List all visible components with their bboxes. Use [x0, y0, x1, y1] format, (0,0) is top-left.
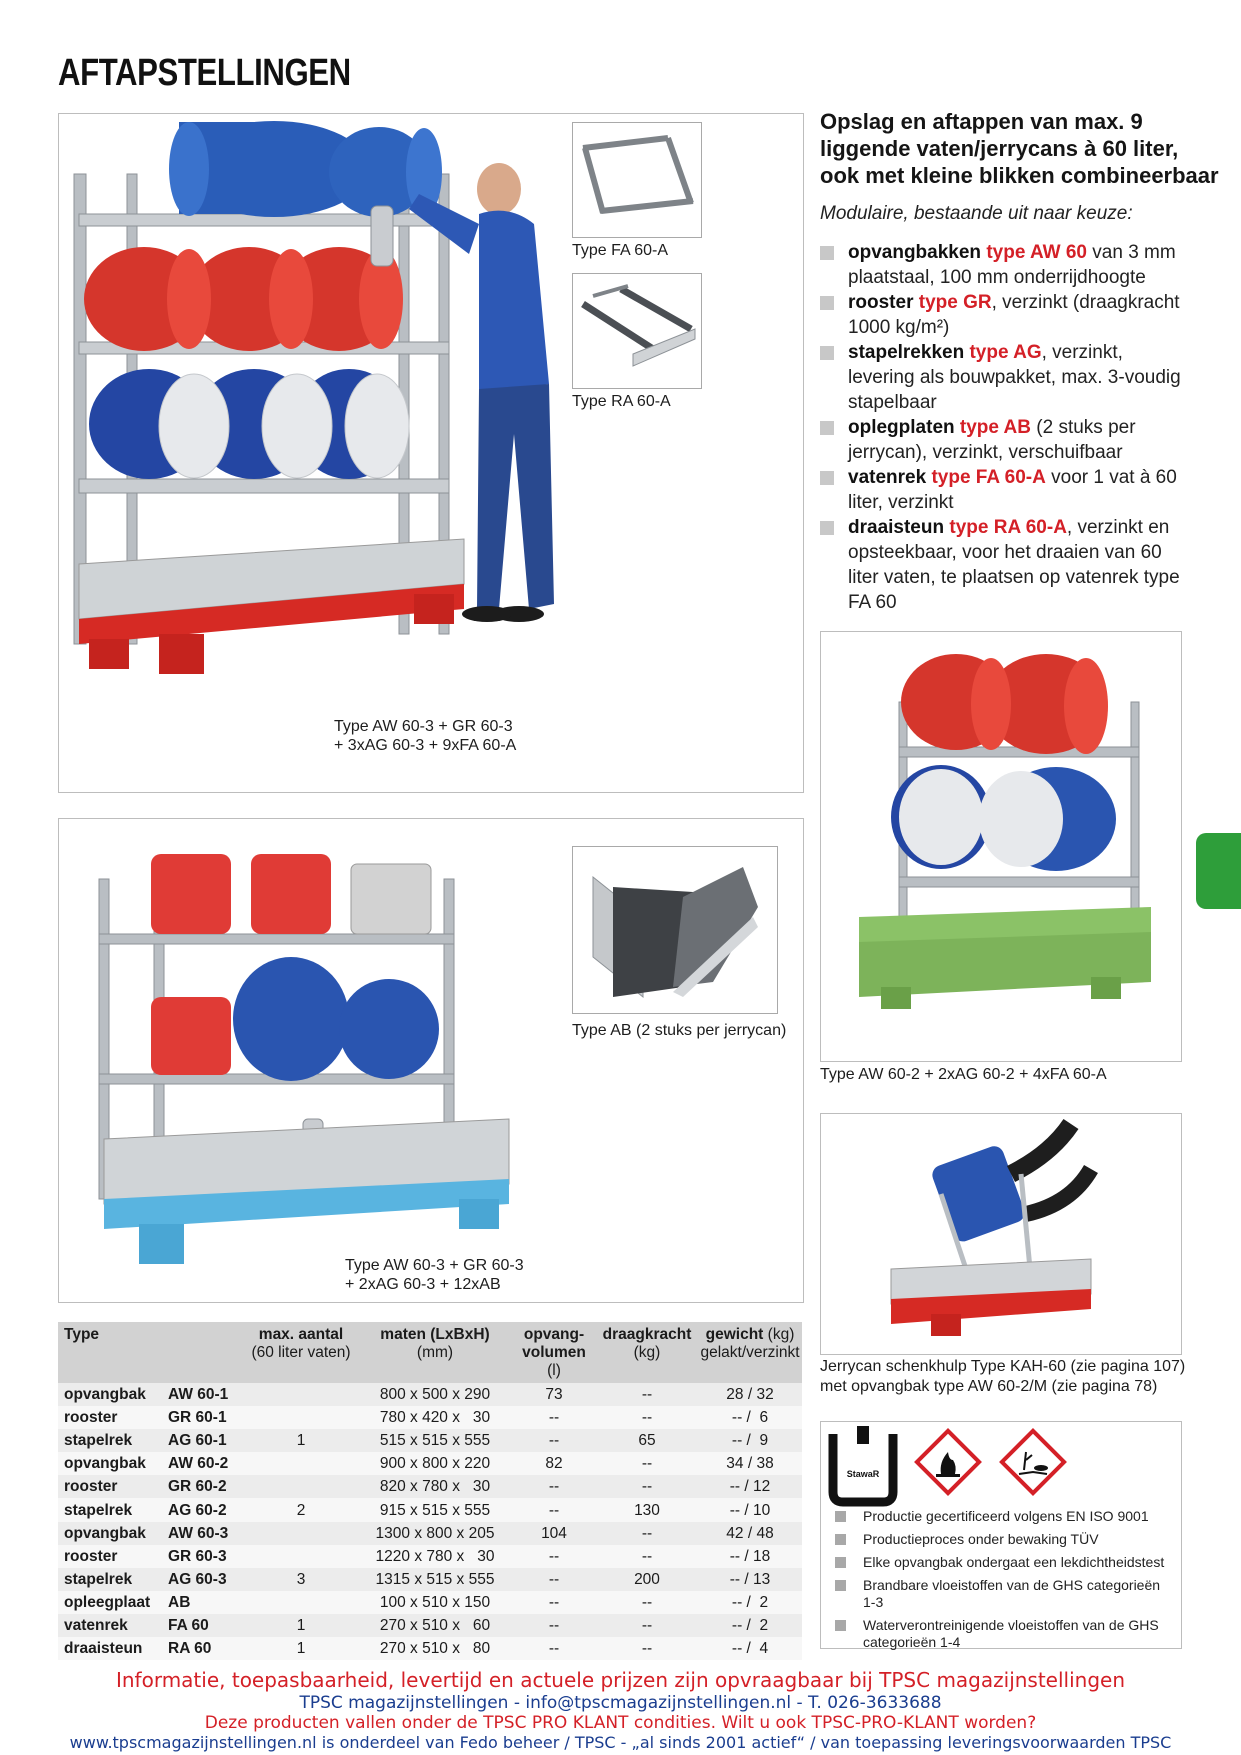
- option-text: , verzinkt en opsteekbaar, voor het draaien van 60 liter vaten, te plaatsen op vatenrek type FA 60: [848, 517, 1180, 613]
- bullet-square-icon: [820, 521, 834, 535]
- option-item: [820, 240, 1190, 290]
- specification-table: [58, 1322, 802, 1660]
- cell-max-count: [244, 1475, 358, 1498]
- table-header-row: [58, 1322, 802, 1383]
- cell-load-capacity: --: [596, 1522, 698, 1545]
- option-text: van 3 mm plaatstaal, 100 mm onderrijdhoogte: [848, 242, 1176, 288]
- green-photo-caption: Type AW 60-2 + 2xAG 60-2 + 4xFA 60-A: [820, 1066, 1107, 1083]
- cell-max-count: 3: [244, 1568, 358, 1591]
- table-row: [58, 1475, 802, 1498]
- cell-max-count: 1: [244, 1614, 358, 1637]
- page-title: AFTAPSTELLINGEN: [58, 52, 351, 94]
- bullet-square-icon: [820, 471, 834, 485]
- cell-product-name: draaisteun: [58, 1637, 166, 1660]
- blue-sump-photo: [58, 818, 804, 1303]
- option-name: stapelrekken: [848, 342, 965, 363]
- table-row: [58, 1429, 802, 1452]
- cell-product-name: stapelrek: [58, 1568, 166, 1591]
- kah-caption-line2: met opvangbak type AW 60-2/M (zie pagina 78): [820, 1378, 1158, 1395]
- cell-dimensions: 100 x 510 x 150: [358, 1591, 512, 1614]
- cell-max-count: [244, 1522, 358, 1545]
- intro-heading-line: liggende vaten/jerrycans à 60 liter,: [820, 136, 1179, 161]
- cell-dimensions: 915 x 515 x 555: [358, 1498, 512, 1521]
- cert-text: Brandbare vloeistoffen van de GHS categorieën 1-3: [863, 1577, 1161, 1610]
- cell-volume: --: [512, 1568, 596, 1591]
- cell-product-code: RA 60: [166, 1637, 244, 1660]
- cell-product-name: vatenrek: [58, 1614, 166, 1637]
- cell-load-capacity: --: [596, 1545, 698, 1568]
- cell-dimensions: 800 x 500 x 290: [358, 1383, 512, 1406]
- cell-product-name: opvangbak: [58, 1522, 166, 1545]
- cell-weight: 28 / 32: [698, 1383, 802, 1406]
- cell-max-count: [244, 1406, 358, 1429]
- cell-weight: -- / 4: [698, 1637, 802, 1660]
- green-sump-illustration: [821, 632, 1181, 1061]
- footer-pro-klant-line: Deze producten vallen onder de TPSC PRO KLANT condities. Wilt u ook TPSC-PRO-KLANT worden?: [204, 1713, 1037, 1733]
- fa-60-a-thumbnail: [572, 122, 702, 238]
- cell-dimensions: 1315 x 515 x 555: [358, 1568, 512, 1591]
- cell-volume: 82: [512, 1452, 596, 1475]
- blue-photo-caption-line1: Type AW 60-3 + GR 60-3: [345, 1257, 524, 1274]
- cell-max-count: [244, 1383, 358, 1406]
- cert-text: Waterverontreinigende vloeistoffen van de GHS categorieën 1-4: [863, 1617, 1159, 1650]
- cell-volume: --: [512, 1614, 596, 1637]
- col-volume-header: opvang- volumen (l): [512, 1322, 596, 1383]
- bullet-square-icon: [835, 1534, 846, 1545]
- option-item: [820, 340, 1190, 415]
- cell-product-name: stapelrek: [58, 1429, 166, 1452]
- flammable-hazard-icon: [917, 1431, 979, 1493]
- option-name: opvangbakken: [848, 242, 982, 263]
- kah-60-illustration: [821, 1114, 1181, 1354]
- cell-product-code: AG 60-3: [166, 1568, 244, 1591]
- cell-weight: -- / 9: [698, 1429, 802, 1452]
- cell-weight: -- / 6: [698, 1406, 802, 1429]
- cell-weight: -- / 12: [698, 1475, 802, 1498]
- cell-product-code: AG 60-1: [166, 1429, 244, 1452]
- bullet-square-icon: [820, 246, 834, 260]
- bullet-square-icon: [820, 421, 834, 435]
- cell-product-name: opvangbak: [58, 1452, 166, 1475]
- cell-product-name: rooster: [58, 1406, 166, 1429]
- cell-load-capacity: 130: [596, 1498, 698, 1521]
- cell-product-name: rooster: [58, 1475, 166, 1498]
- col-dims-header: maten (LxBxH) (mm): [358, 1322, 512, 1383]
- bullet-square-icon: [820, 296, 834, 310]
- cell-product-code: AW 60-1: [166, 1383, 244, 1406]
- main-product-photo: [58, 113, 804, 793]
- turning-support-illustration: [573, 274, 701, 388]
- option-name: vatenrek: [848, 467, 927, 488]
- cell-product-name: rooster: [58, 1545, 166, 1568]
- section-tab: [1196, 833, 1241, 909]
- table-row: [58, 1498, 802, 1521]
- ab-caption: Type AB (2 stuks per jerrycan): [572, 1022, 787, 1039]
- cell-product-name: stapelrek: [58, 1498, 166, 1521]
- cell-load-capacity: --: [596, 1637, 698, 1660]
- cell-product-code: GR 60-3: [166, 1545, 244, 1568]
- option-name: rooster: [848, 292, 914, 313]
- footer-company-line[interactable]: www.tpscmagazijnstellingen.nl is onderdeel van Fedo beheer / TPSC - „al sinds 2001 actief“ / van toepassing leveringsvoorwaarden TPSC: [69, 1733, 1172, 1752]
- cell-max-count: 1: [244, 1429, 358, 1452]
- col-type-header: Type: [58, 1322, 244, 1383]
- cell-dimensions: 900 x 800 x 220: [358, 1452, 512, 1475]
- table-row: [58, 1591, 802, 1614]
- cert-item: [833, 1508, 1173, 1525]
- blue-photo-caption-line2: + 2xAG 60-3 + 12xAB: [345, 1276, 501, 1293]
- fa-60-a-caption: Type FA 60-A: [572, 242, 669, 259]
- cert-text: Productie gecertificeerd volgens EN ISO 9001: [863, 1508, 1149, 1524]
- cell-dimensions: 515 x 515 x 555: [358, 1429, 512, 1452]
- cell-dimensions: 1220 x 780 x 30: [358, 1545, 512, 1568]
- cell-product-name: opleegplaat: [58, 1591, 166, 1614]
- cert-item: [833, 1531, 1173, 1548]
- table-row: [58, 1614, 802, 1637]
- option-text: , verzinkt (draagkracht 1000 kg/m²): [848, 292, 1180, 338]
- cell-dimensions: 780 x 420 x 30: [358, 1406, 512, 1429]
- table-row: [58, 1522, 802, 1545]
- option-type: type AW 60: [986, 242, 1087, 263]
- cell-max-count: 1: [244, 1637, 358, 1660]
- cell-max-count: [244, 1545, 358, 1568]
- cell-max-count: [244, 1591, 358, 1614]
- cell-volume: 104: [512, 1522, 596, 1545]
- intro-heading-line: ook met kleine blikken combineerbaar: [820, 163, 1219, 188]
- option-item: [820, 415, 1190, 465]
- cell-load-capacity: --: [596, 1452, 698, 1475]
- support-plates-illustration: [573, 847, 777, 1013]
- cell-load-capacity: --: [596, 1475, 698, 1498]
- cell-dimensions: 820 x 780 x 30: [358, 1475, 512, 1498]
- cell-weight: -- / 2: [698, 1591, 802, 1614]
- cell-weight: 34 / 38: [698, 1452, 802, 1475]
- cert-text: Productieproces onder bewaking TÜV: [863, 1531, 1099, 1547]
- green-sump-photo: [820, 631, 1182, 1062]
- drum-cradle-illustration: [573, 123, 701, 237]
- cell-dimensions: 270 x 510 x 80: [358, 1637, 512, 1660]
- cell-dimensions: 1300 x 800 x 205: [358, 1522, 512, 1545]
- cell-volume: 73: [512, 1383, 596, 1406]
- cell-weight: -- / 2: [698, 1614, 802, 1637]
- option-type: type AG: [969, 342, 1042, 363]
- bullet-square-icon: [835, 1620, 846, 1631]
- cell-load-capacity: --: [596, 1406, 698, 1429]
- cell-load-capacity: --: [596, 1383, 698, 1406]
- table-row: [58, 1452, 802, 1475]
- cert-item: [833, 1577, 1173, 1611]
- cell-product-code: FA 60: [166, 1614, 244, 1637]
- cert-item: [833, 1617, 1173, 1651]
- cell-product-code: AB: [166, 1591, 244, 1614]
- cell-weight: 42 / 48: [698, 1522, 802, 1545]
- cell-volume: --: [512, 1545, 596, 1568]
- cell-product-code: GR 60-1: [166, 1406, 244, 1429]
- cert-item: [833, 1554, 1173, 1571]
- col-count-header: max. aantal (60 liter vaten): [244, 1322, 358, 1383]
- cell-weight: -- / 10: [698, 1498, 802, 1521]
- col-load-header: draagkracht (kg): [596, 1322, 698, 1383]
- stawar-seal-icon: [833, 1426, 893, 1502]
- ab-thumbnail: [572, 846, 778, 1014]
- option-text: voor 1 vat à 60 liter, verzinkt: [848, 467, 1177, 513]
- intro-subheading: Modulaire, bestaande uit naar keuze:: [820, 203, 1133, 224]
- cell-product-code: AW 60-3: [166, 1522, 244, 1545]
- environment-hazard-icon: [1002, 1431, 1064, 1493]
- option-item: [820, 465, 1190, 515]
- cell-max-count: 2: [244, 1498, 358, 1521]
- cell-volume: --: [512, 1475, 596, 1498]
- table-row: [58, 1406, 802, 1429]
- certification-box: [820, 1421, 1182, 1649]
- svg-text:StawaR: StawaR: [846, 1469, 880, 1479]
- certification-icons: [821, 1422, 1181, 1508]
- table-row: [58, 1568, 802, 1591]
- cell-weight: -- / 18: [698, 1545, 802, 1568]
- footer-contact-line[interactable]: TPSC magazijnstellingen - info@tpscmagazijnstellingen.nl - T. 026-3633688: [299, 1693, 942, 1713]
- cell-product-code: AG 60-2: [166, 1498, 244, 1521]
- cell-load-capacity: 200: [596, 1568, 698, 1591]
- cell-product-name: opvangbak: [58, 1383, 166, 1406]
- kah-caption-line1: Jerrycan schenkhulp Type KAH-60 (zie pagina 107): [820, 1358, 1186, 1375]
- cell-product-code: GR 60-2: [166, 1475, 244, 1498]
- option-type: type AB: [959, 417, 1031, 438]
- bullet-square-icon: [835, 1580, 846, 1591]
- main-photo-caption-line2: + 3xAG 60-3 + 9xFA 60-A: [334, 737, 517, 754]
- cell-volume: --: [512, 1429, 596, 1452]
- cell-load-capacity: --: [596, 1591, 698, 1614]
- option-type: type RA 60-A: [949, 517, 1067, 538]
- table-row: [58, 1383, 802, 1406]
- table-row: [58, 1637, 802, 1660]
- cell-volume: --: [512, 1406, 596, 1429]
- option-name: oplegplaten: [848, 417, 955, 438]
- footer-info-line: Informatie, toepasbaarheid, levertijd en actuele prijzen zijn opvraagbaar bij TPSC magazijnstellingen: [115, 1668, 1126, 1692]
- intro-heading: [820, 108, 1220, 189]
- option-text: , verzinkt, levering als bouwpakket, max. 3-voudig stapelbaar: [848, 342, 1181, 413]
- cert-text: Elke opvangbak ondergaat een lekdichtheidstest: [863, 1554, 1165, 1570]
- cell-load-capacity: 65: [596, 1429, 698, 1452]
- bullet-square-icon: [835, 1557, 846, 1568]
- option-type: type FA 60-A: [931, 467, 1046, 488]
- bullet-square-icon: [835, 1511, 846, 1522]
- bullet-square-icon: [820, 346, 834, 360]
- option-name: draaisteun: [848, 517, 945, 538]
- option-item: [820, 515, 1190, 615]
- cell-volume: --: [512, 1591, 596, 1614]
- cell-volume: --: [512, 1637, 596, 1660]
- cell-load-capacity: --: [596, 1614, 698, 1637]
- kah-60-photo: [820, 1113, 1182, 1355]
- option-type: type GR: [918, 292, 992, 313]
- col-weight-header: gewicht (kg) gelakt/verzinkt: [698, 1322, 802, 1383]
- table-row: [58, 1545, 802, 1568]
- cell-dimensions: 270 x 510 x 60: [358, 1614, 512, 1637]
- cell-volume: --: [512, 1498, 596, 1521]
- main-photo-caption-line1: Type AW 60-3 + GR 60-3: [334, 718, 513, 735]
- ra-60-a-thumbnail: [572, 273, 702, 389]
- ra-60-a-caption: Type RA 60-A: [572, 393, 671, 410]
- certification-list: [833, 1508, 1173, 1657]
- cell-weight: -- / 13: [698, 1568, 802, 1591]
- cell-product-code: AW 60-2: [166, 1452, 244, 1475]
- option-text: (2 stuks per jerrycan), verzinkt, verschuifbaar: [848, 417, 1136, 463]
- options-list: [820, 240, 1190, 615]
- option-item: [820, 290, 1190, 340]
- cell-max-count: [244, 1452, 358, 1475]
- intro-heading-line: Opslag en aftappen van max. 9: [820, 109, 1143, 134]
